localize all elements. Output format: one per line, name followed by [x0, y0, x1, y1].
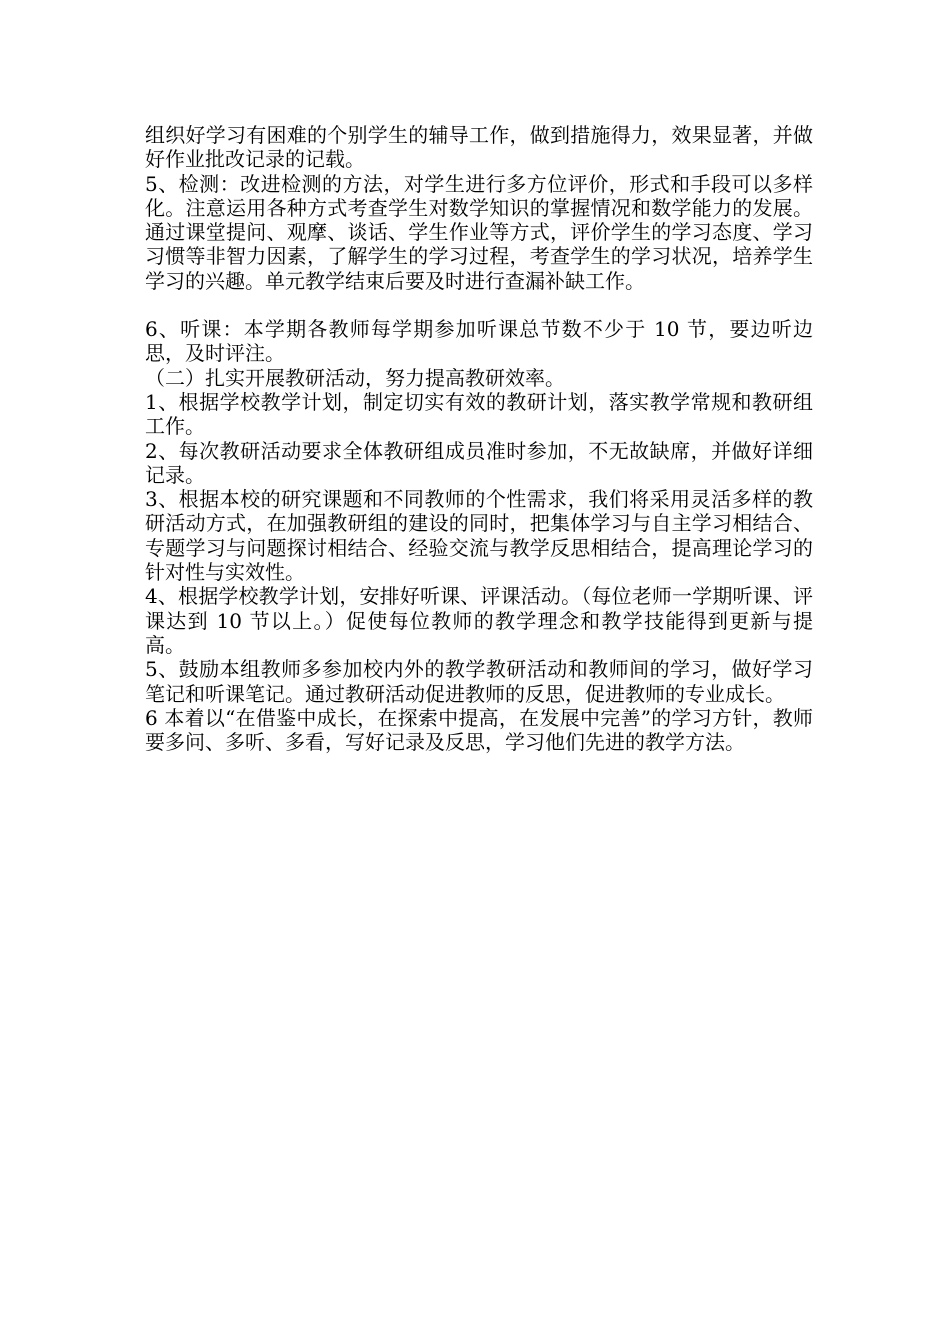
paragraph-research-plan: 1、根据学校教学计划，制定切实有效的教研计划，落实教学常规和教研组工作。	[145, 389, 813, 439]
paragraph-testing: 5、检测：改进检测的方法，对学生进行多方位评价，形式和手段可以多样化。注意运用各种方式考查学生对数学知识的掌握情况和数学能力的发展。通过课堂提问、观摩、谈话、学生作业等方式，评价学生的学习态度、学习习惯等非智力因素，了解学生的学习过程，考查学生的学习状况，培养学生学习的兴趣。单元教学结束后要及时进行查漏补缺工作。	[145, 171, 813, 293]
paragraph-lesson-observation: 6、听课：本学期各教师每学期参加听课总节数不少于 10 节，要边听边思，及时评注。	[145, 317, 813, 366]
paragraph-learning-policy: 6 本着以“在借鉴中成长，在探索中提高，在发展中完善”的学习方针，教师要多问、多听、多看，写好记录及反思，学习他们先进的教学方法。	[145, 705, 813, 755]
paragraph-attendance: 2、每次教研活动要求全体教研组成员准时参加，不无故缺席，并做好详细记录。	[145, 438, 813, 487]
paragraph-spacer	[145, 293, 813, 317]
section-heading-teaching-research: （二）扎实开展教研活动，努力提高教研效率。	[145, 365, 565, 390]
paragraph-professional-growth: 5、鼓励本组教师多参加校内外的教学教研活动和教师间的学习，做好学习笔记和听课笔记。通过教研活动促进教师的反思，促进教师的专业成长。	[145, 657, 813, 706]
paragraph-lesson-evaluation: 4、根据学校教学计划，安排好听课、评课活动。（每位老师一学期听课、评课达到 10 节以上。）促使每位教师的教学理念和教学技能得到更新与提高。	[145, 584, 813, 657]
paragraph-tutoring: 组织好学习有困难的个别学生的辅导工作，做到措施得力，效果显著，并做好作业批改记录的记载。	[145, 123, 813, 172]
paragraph-research-methods: 3、根据本校的研究课题和不同教师的个性需求，我们将采用灵活多样的教研活动方式，在加强教研组的建设的同时，把集体学习与自主学习相结合、专题学习与问题探讨相结合、经验交流与教学反思相结合，提高理论学习的针对性与实效性。	[145, 487, 813, 585]
document-body	[145, 123, 813, 754]
